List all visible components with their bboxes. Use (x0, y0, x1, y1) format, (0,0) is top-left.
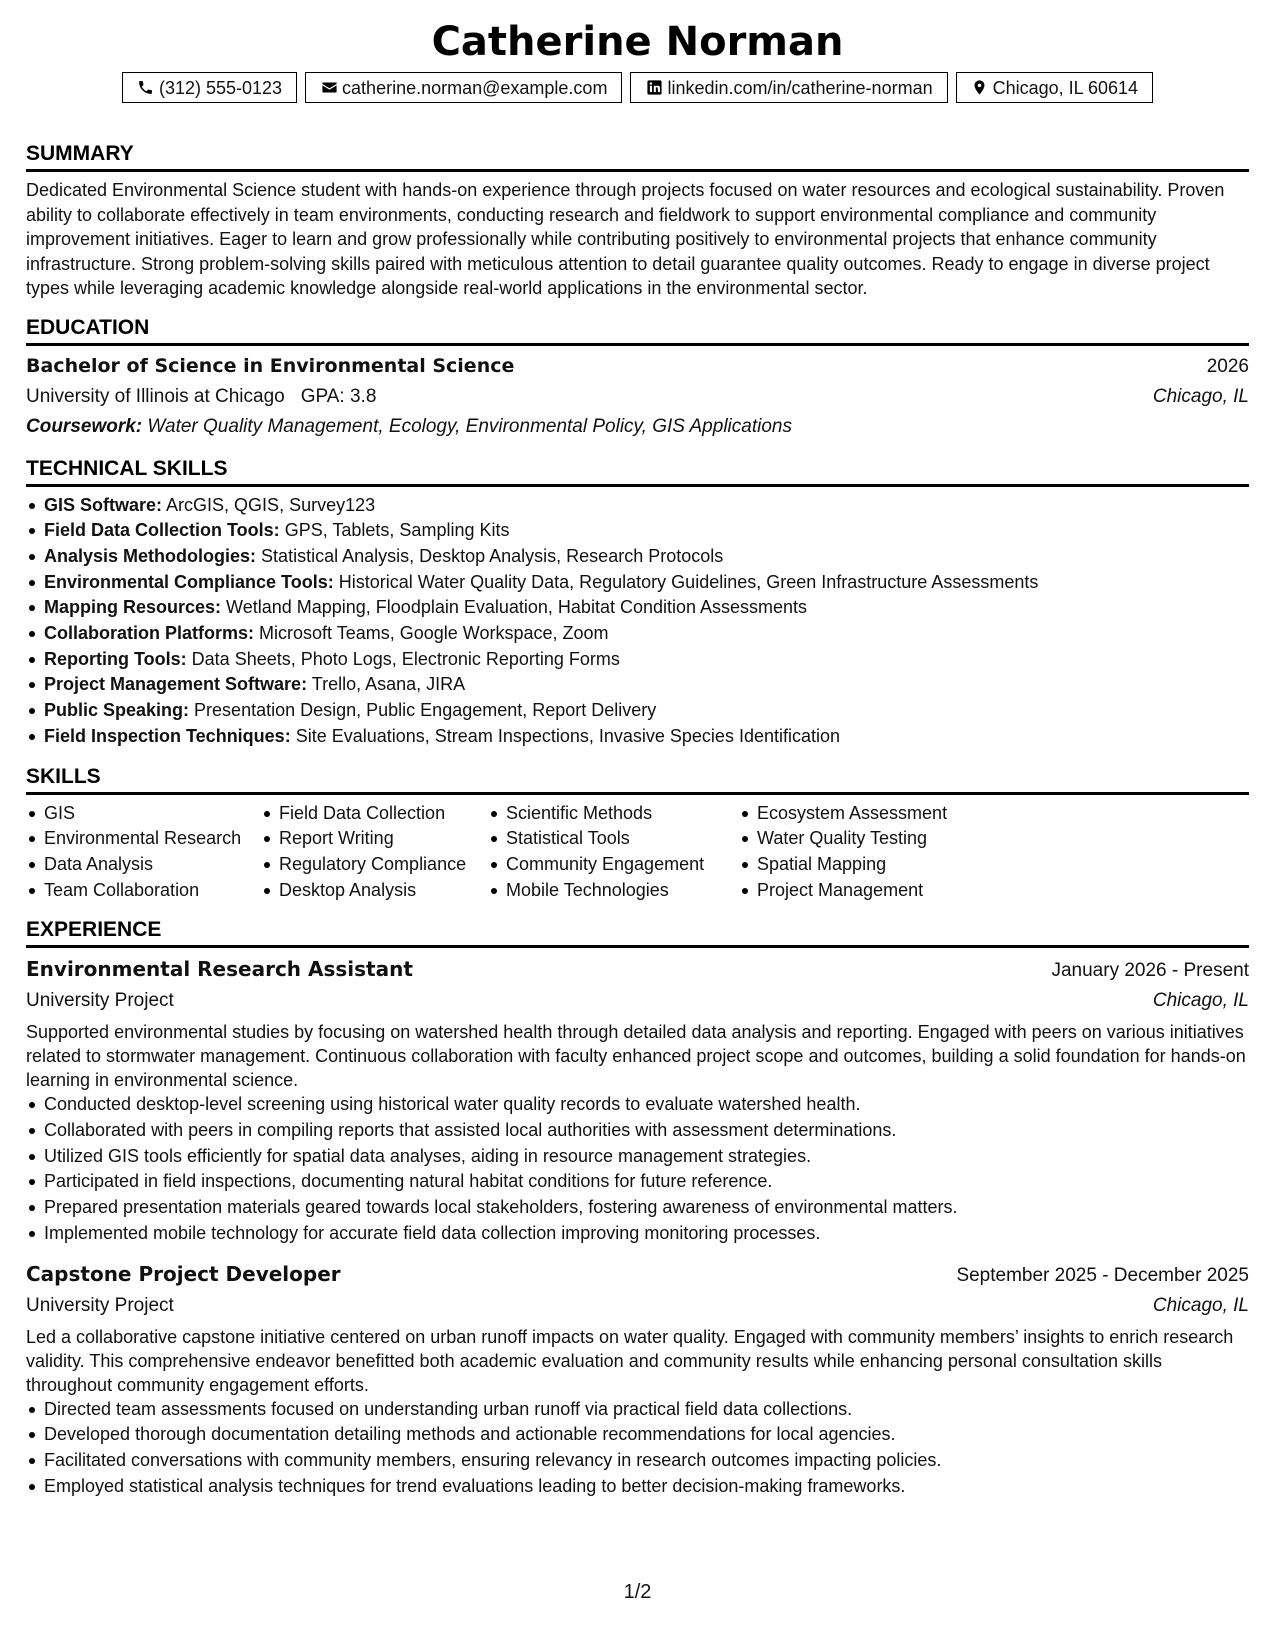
list-item: Ecosystem Assessment (739, 801, 947, 827)
section-divider (26, 792, 1249, 795)
coursework-list: Water Quality Management, Ecology, Environmental Policy, GIS Applications (147, 415, 792, 437)
list-item: Employed statistical analysis techniques for trend evaluations leading to better decision-making frameworks. (26, 1474, 1249, 1500)
job-description: Led a collaborative capstone initiative centered on urban runoff impacts on water quality. Engaged with community members’ insights to enrich research validity. This comprehensive endeavor benefitted both academic evaluation and community results while enhancing personal consultation skills throughout community engagement efforts. (26, 1326, 1234, 1395)
skill-value: Microsoft Teams, Google Workspace, Zoom (259, 623, 609, 644)
list-item: Statistical Tools (488, 826, 739, 852)
linkedin-icon (645, 79, 663, 97)
job-location: Chicago, IL (1152, 990, 1249, 1012)
skill-label: Project Management Software: (44, 674, 308, 695)
job-bullets (26, 1092, 1249, 1246)
skill-value: Wetland Mapping, Floodplain Evaluation, Habitat Condition Assessments (226, 597, 808, 618)
section-title-education: EDUCATION (26, 315, 150, 339)
list-item (26, 621, 1249, 647)
list-item: Data Analysis (26, 852, 261, 878)
skill-label: Public Speaking: (44, 700, 190, 721)
skill-label: GIS Software: (44, 494, 163, 515)
gpa: GPA: 3.8 (300, 385, 377, 407)
list-item: Desktop Analysis (261, 878, 488, 904)
section-divider (26, 945, 1249, 948)
skills-column (739, 801, 947, 904)
experience-entry (26, 954, 1249, 1246)
list-item: Utilized GIS tools efficiently for spatial data analyses, aiding in resource management strategies. (26, 1144, 1249, 1170)
coursework (26, 412, 1249, 442)
list-item: Facilitated conversations with community members, ensuring relevancy in research outcomes impacting policies. (26, 1448, 1249, 1474)
list-item: Environmental Research (26, 826, 261, 852)
job-bullets (26, 1397, 1249, 1500)
section-title-skills: SKILLS (26, 764, 101, 788)
education-section (26, 315, 1249, 442)
list-item: Water Quality Testing (739, 826, 947, 852)
job-organization: University Project (26, 990, 174, 1012)
skill-value: Historical Water Quality Data, Regulatory Guidelines, Green Infrastructure Assessments (338, 571, 1039, 592)
list-item: Report Writing (261, 826, 488, 852)
coursework-label: Coursework: (26, 415, 143, 437)
section-divider (26, 484, 1249, 487)
section-title-experience: EXPERIENCE (26, 918, 162, 942)
skill-value: GPS, Tablets, Sampling Kits (284, 520, 510, 541)
section-divider (26, 343, 1249, 346)
list-item (26, 647, 1249, 673)
skill-label: Reporting Tools: (44, 648, 187, 669)
graduation-year: 2026 (1206, 355, 1249, 377)
contact-email[interactable] (305, 72, 622, 103)
page-number: 1/2 (623, 1581, 652, 1603)
list-item: Scientific Methods (488, 801, 739, 827)
list-item (26, 493, 1249, 519)
school-name: University of Illinois at Chicago (26, 385, 285, 407)
list-item: Regulatory Compliance (261, 852, 488, 878)
skills-column (26, 801, 261, 904)
contact-linkedin-text: linkedin.com/in/catherine-norman (667, 77, 933, 98)
phone-icon (137, 79, 155, 97)
list-item (26, 518, 1249, 544)
summary-text: Dedicated Environmental Science student with hands-on experience through projects focused on water resources and ecological sustainability. Proven ability to collaborate effectively in team environments, conducting research and fieldwork to support environmental compliance and community improvement initiatives. Eager to learn and grow professionally while contributing positively to environmental projects that enhance community infrastructure. Strong problem-solving skills paired with meticulous attention to detail guarantee quality outcomes. Ready to engage in diverse project types while leveraging academic knowledge alongside real-world applications in the environmental sector. (26, 180, 1225, 298)
technical-skills-section (26, 456, 1249, 750)
technical-skills-list (26, 493, 1249, 750)
contact-bar (26, 72, 1249, 103)
list-item: Spatial Mapping (739, 852, 947, 878)
job-location: Chicago, IL (1152, 1294, 1249, 1316)
skill-value: Site Evaluations, Stream Inspections, Invasive Species Identification (295, 725, 841, 746)
list-item: Conducted desktop-level screening using historical water quality records to evaluate watershed health. (26, 1092, 1249, 1118)
list-item: Directed team assessments focused on understanding urban runoff via practical field data collections. (26, 1397, 1249, 1423)
list-item: Developed thorough documentation detailing methods and actionable recommendations for local agencies. (26, 1422, 1249, 1448)
map-pin-icon (971, 79, 989, 97)
contact-linkedin[interactable] (630, 72, 947, 103)
job-dates: January 2026 - Present (1051, 960, 1249, 982)
section-title-technical-skills: TECHNICAL SKILLS (26, 456, 228, 480)
list-item: Prepared presentation materials geared towards local stakeholders, fostering awareness of environmental matters. (26, 1195, 1249, 1221)
list-item (26, 672, 1249, 698)
summary-section (26, 141, 1249, 301)
list-item: Community Engagement (488, 852, 739, 878)
section-title-summary: SUMMARY (26, 142, 134, 165)
skill-value: Presentation Design, Public Engagement, Report Delivery (194, 700, 657, 721)
skill-label: Collaboration Platforms: (44, 623, 255, 644)
degree-title: Bachelor of Science in Environmental Science (26, 354, 515, 377)
skill-label: Mapping Resources: (44, 597, 222, 618)
list-item: Mobile Technologies (488, 878, 739, 904)
experience-section (26, 917, 1249, 1499)
list-item: Team Collaboration (26, 878, 261, 904)
envelope-icon (320, 79, 338, 97)
experience-entry (26, 1259, 1249, 1500)
contact-location[interactable] (956, 72, 1153, 103)
skill-value: Statistical Analysis, Desktop Analysis, Research Protocols (261, 545, 724, 566)
section-divider (26, 169, 1249, 172)
skill-label: Field Inspection Techniques: (44, 725, 291, 746)
contact-phone-text: (312) 555-0123 (158, 77, 283, 98)
school-location: Chicago, IL (1152, 385, 1249, 407)
skill-value: Trello, Asana, JIRA (311, 674, 466, 695)
job-description: Supported environmental studies by focusing on watershed health through detailed data analysis and reporting. Engaged with peers on various initiatives related to stormwater management. Continuous collaboration with faculty enhanced project scope and outcomes, building a solid foundation for hands-on learning in environmental science. (26, 1022, 1246, 1091)
candidate-name: Catherine Norman (431, 19, 844, 65)
list-item: Collaborated with peers in compiling reports that assisted local authorities with assessment determinations. (26, 1118, 1249, 1144)
list-item: Implemented mobile technology for accurate field data collection improving monitoring processes. (26, 1221, 1249, 1247)
skill-value: ArcGIS, QGIS, Survey123 (166, 494, 376, 515)
skills-column (488, 801, 739, 904)
list-item (26, 698, 1249, 724)
skill-label: Environmental Compliance Tools: (44, 571, 334, 592)
skill-value: Data Sheets, Photo Logs, Electronic Reporting Forms (191, 648, 620, 669)
list-item (26, 570, 1249, 596)
list-item: Field Data Collection (261, 801, 488, 827)
job-organization: University Project (26, 1294, 174, 1316)
job-title: Capstone Project Developer (26, 1261, 341, 1286)
list-item (26, 724, 1249, 750)
contact-location-text: Chicago, IL 60614 (992, 77, 1139, 98)
job-title: Environmental Research Assistant (26, 957, 413, 982)
skills-column (261, 801, 488, 904)
list-item (26, 595, 1249, 621)
skills-section (26, 764, 1249, 904)
skill-label: Analysis Methodologies: (44, 545, 257, 566)
skill-label: Field Data Collection Tools: (44, 520, 280, 541)
skills-grid (26, 801, 1249, 904)
contact-email-text: catherine.norman@example.com (342, 77, 608, 98)
contact-phone[interactable] (122, 72, 297, 103)
list-item: Participated in field inspections, documenting natural habitat conditions for future reference. (26, 1169, 1249, 1195)
list-item: GIS (26, 801, 261, 827)
list-item: Project Management (739, 878, 947, 904)
list-item (26, 544, 1249, 570)
job-dates: September 2025 - December 2025 (956, 1264, 1249, 1286)
